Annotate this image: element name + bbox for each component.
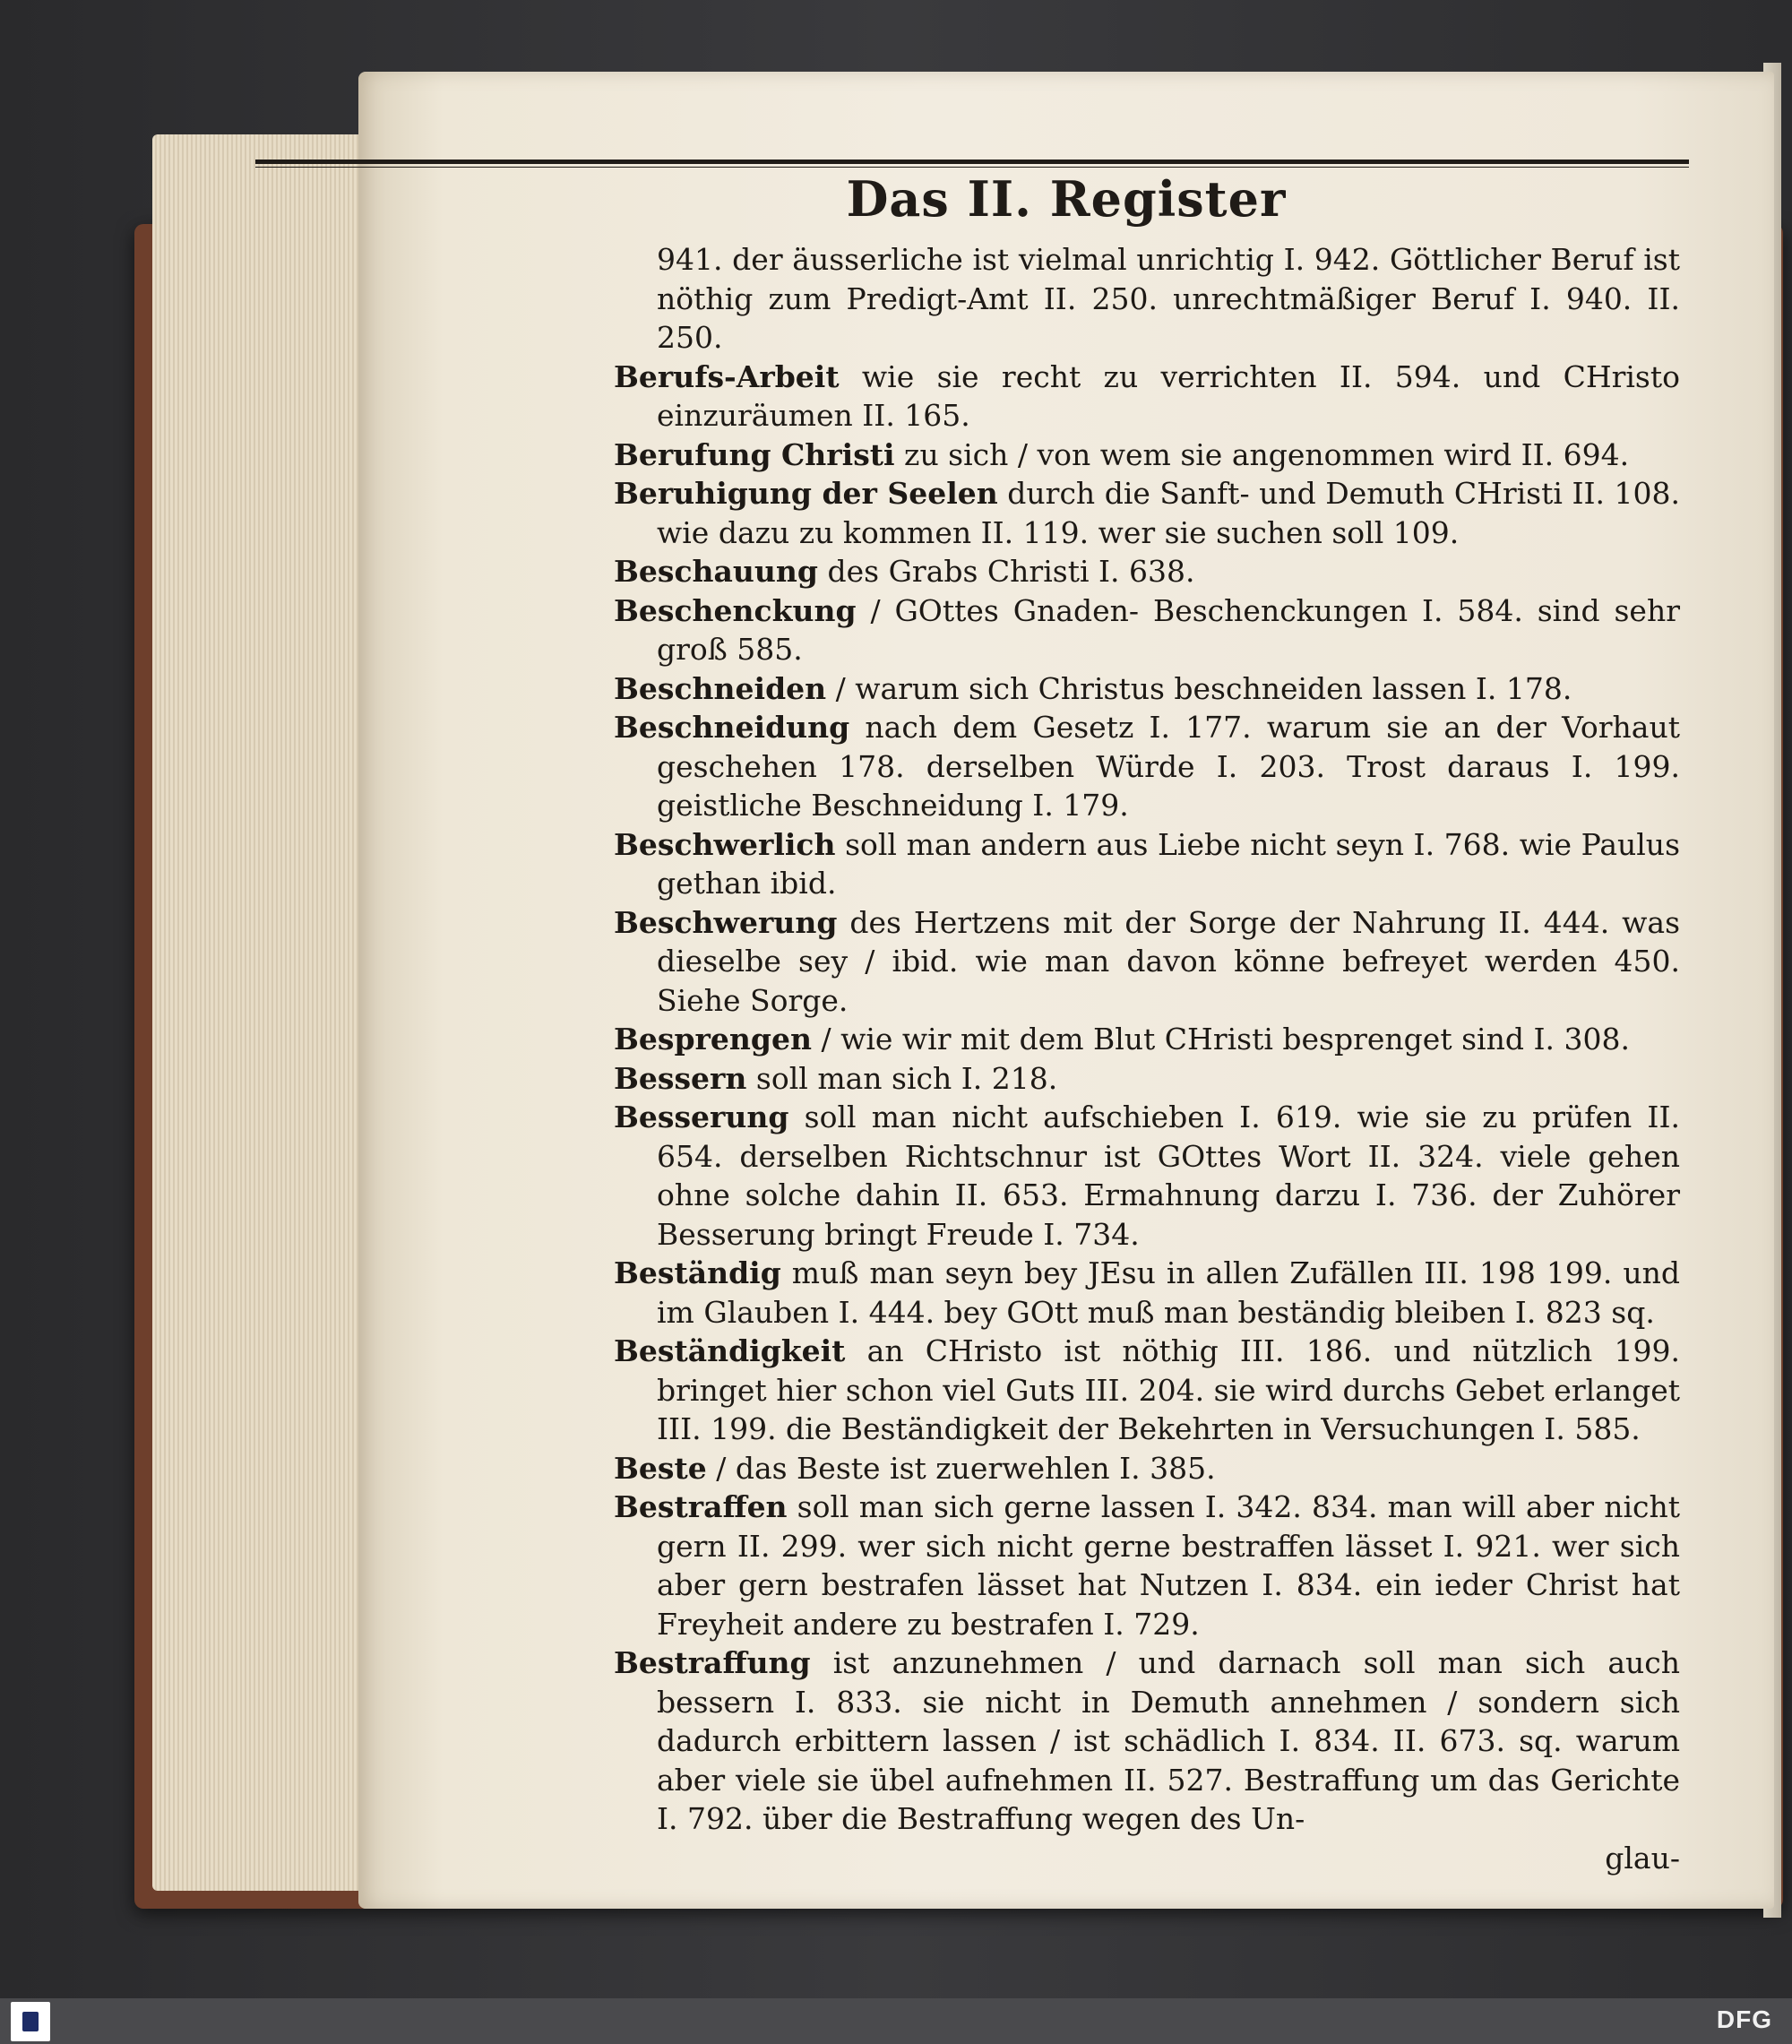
entry-keyword: Beschwerung: [614, 904, 838, 940]
entry-keyword: Besprengen: [614, 1022, 812, 1056]
entry-keyword: Beständigkeit: [614, 1333, 846, 1368]
index-entry: Berufung Christi zu sich / von wem sie angenommen wird II. 694.: [614, 436, 1630, 472]
index-entry: Beschneidung nach dem Gesetz I. 177. warum sie an der Vorhaut geschehen 178. derselben Würde I. 203. Trost daraus I. 199. geistliche Beschneidung I. 179.: [614, 710, 1680, 823]
entry-keyword: Beschauung: [614, 554, 818, 589]
page-edges: [152, 134, 385, 1891]
index-column: [614, 240, 1680, 1877]
index-entry: Beständig muß man seyn bey JEsu in allen Zufällen III. 198 199. und im Glauben I. 444. bey GOtt muß man beständig bleiben I. 823 sq.: [614, 1255, 1680, 1330]
catchword: glau-: [1605, 1840, 1680, 1876]
index-entry: Beschwerung des Hertzens mit der Sorge der Nahrung II. 444. was dieselbe sey / ibid. wie man davon könne befreyet werden 450. Siehe Sorge.: [614, 904, 1680, 1018]
index-entry: Bestraffung ist anzunehmen / und darnach soll man sich auch bessern I. 833. sie nicht in Demuth annehmen / sondern sich dadurch erbittern lassen / ist schädlich I. 834. II. 673. sq. warum aber viele sie übel aufnehmen II. 527. Bestraffung um das Gerichte I. 792. über die Bestraffung wegen des Un-: [614, 1645, 1680, 1836]
index-entry: Beruhigung der Seelen durch die Sanft- und Demuth CHristi II. 108. wie dazu zu kommen II. 119. wer sie suchen soll 109.: [614, 476, 1681, 550]
entry-keyword: Berufs-Arbeit: [614, 358, 840, 394]
entry-keyword: Beste: [614, 1450, 707, 1486]
index-entry: Berufs-Arbeit wie sie recht zu verrichten II. 594. und CHristo einzuräumen II. 165.: [614, 358, 1680, 433]
index-entry: Beschenckung / GOttes Gnaden- Beschenckungen I. 584. sind sehr groß 585.: [614, 592, 1680, 667]
index-entry: Beste / das Beste ist zuerwehlen I. 385.: [614, 1450, 1216, 1486]
index-entry: Bestraffen soll man sich gerne lassen I. 342. 834. man will aber nicht gern II. 299. wer sich nicht gerne bestraffen lässet I. 921. wer sich aber gern bestrafen lässet hat Nutzen I. 834. ein ieder Christ hat Freyheit andere zu bestrafen I. 729.: [614, 1489, 1680, 1642]
dfg-logo: DFG: [1716, 2005, 1772, 2033]
entry-keyword: Beschwerlich: [614, 826, 836, 862]
viewer-footer: [0, 1998, 1792, 2044]
entry-keyword: Berufung Christi: [614, 436, 895, 472]
entry-keyword: Beruhigung der Seelen: [614, 476, 998, 511]
entry-keyword: Bessern: [614, 1060, 747, 1096]
index-entry: Bessern soll man sich I. 218.: [614, 1060, 1058, 1096]
header-rule: [255, 160, 1689, 164]
library-logo-icon: [11, 2002, 50, 2041]
index-entry: Beschneiden / warum sich Christus beschneiden lassen I. 178.: [614, 670, 1572, 706]
header-rule-thin: [255, 167, 1689, 168]
index-entry: Besserung soll man nicht aufschieben I. 619. wie sie zu prüfen II. 654. derselben Richtschnur ist GOttes Wort II. 324. viele gehen ohne solche dahin II. 653. Ermahnung darzu I. 736. der Zuhörer Besserung bringt Freude I. 734.: [614, 1100, 1680, 1252]
entry-keyword: Beständig: [614, 1255, 781, 1290]
entry-keyword: Besserung: [614, 1100, 789, 1134]
index-entry: 941. der äusserliche ist vielmal unrichtig I. 942. Göttlicher Beruf ist nöthig zum Predigt-Amt II. 250. unrechtmäßiger Beruf I. 940. II. 250.: [657, 242, 1680, 355]
entry-keyword: Bestraffen: [614, 1489, 788, 1524]
entry-keyword: Bestraffung: [614, 1645, 811, 1680]
entry-keyword: Beschenckung: [614, 592, 857, 628]
running-head: Das II. Register: [846, 170, 1287, 228]
index-entry: Besprengen / wie wir mit dem Blut CHristi besprenget sind I. 308.: [614, 1022, 1630, 1056]
index-entry: Beschwerlich soll man andern aus Liebe nicht seyn I. 768. wie Paulus gethan ibid.: [614, 826, 1680, 901]
entry-keyword: Beschneidung: [614, 710, 850, 745]
index-entry: Beständigkeit an CHristo ist nöthig III. 186. und nützlich 199. bringet hier schon viel Guts III. 204. sie wird durchs Gebet erlanget III. 199. die Beständigkeit der Bekehrten in Versuchungen I. 585.: [614, 1333, 1680, 1446]
entry-keyword: Beschneiden: [614, 670, 827, 706]
index-entry: Beschauung des Grabs Christi I. 638.: [614, 554, 1195, 589]
